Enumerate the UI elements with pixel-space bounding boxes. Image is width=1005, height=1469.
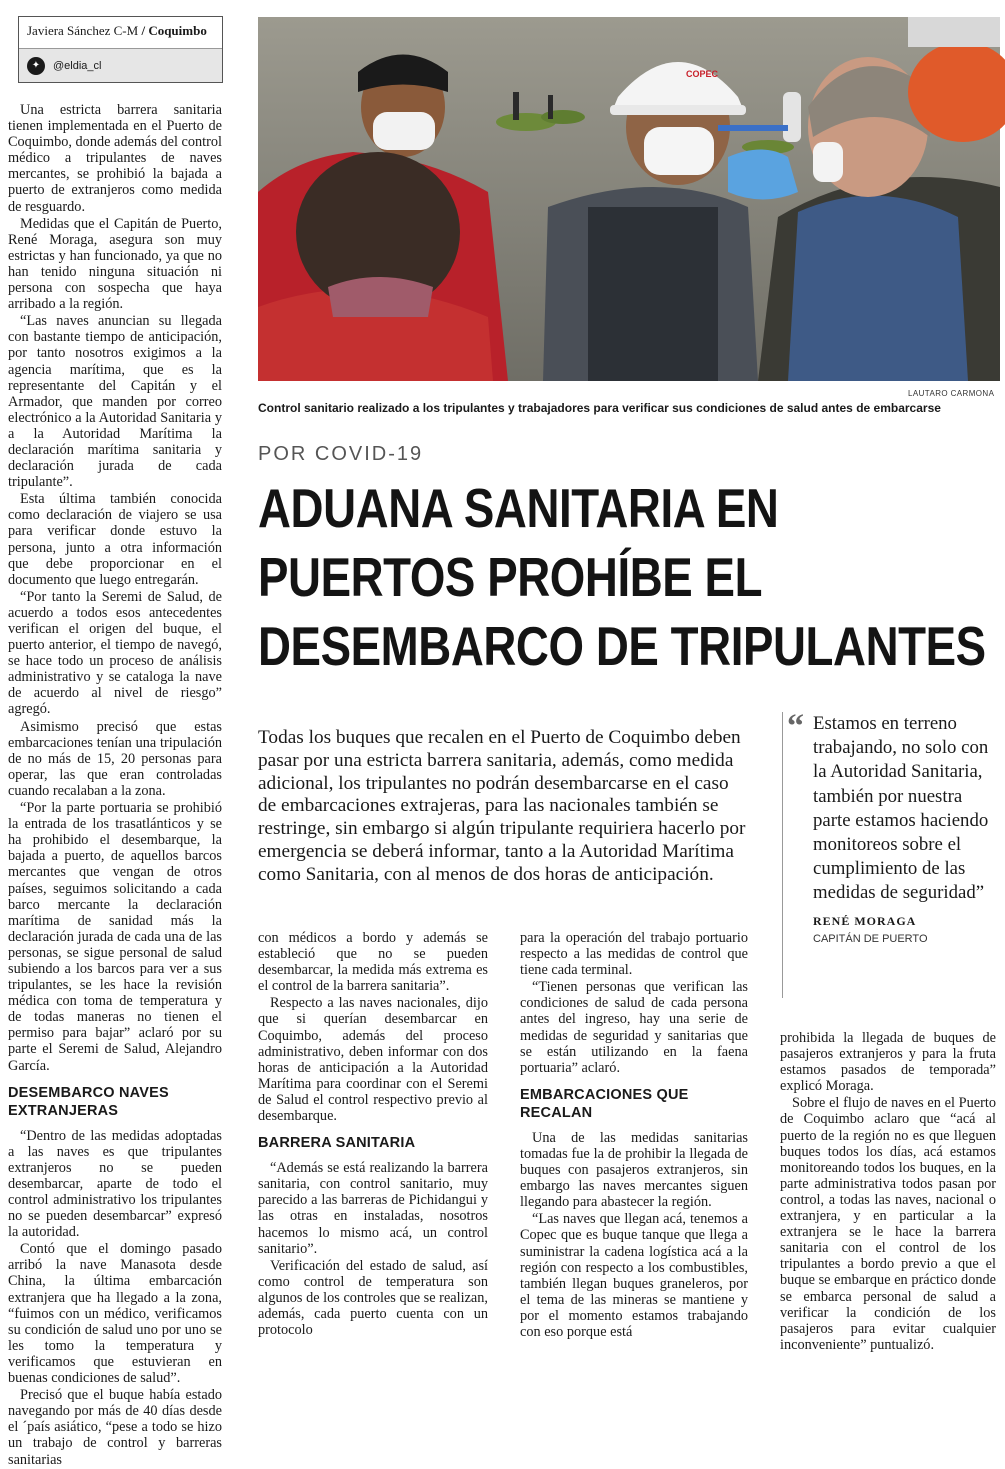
helmet-logo: COPEC [686,69,719,79]
byline [19,17,222,47]
paragraph: “Por tanto la Seremi de Salud, de acuerdo a todos esos antecedentes verifican el origen del buque, el puerto anterior, el tiempo de navegó, se hace todo un proceso de análisis administrativo y se cataloga la nave de acuerdo al nivel de riesgo” agregó. [8,588,222,718]
article-column-2 [258,930,488,1339]
article-column-3 [520,930,748,1341]
pull-quote [782,708,997,998]
paragraph: “Las naves que llegan acá, tenemos a Copec que es buque tanque que llega a suministrar la cadena logística acá a la región con respecto a los combustibles, también llegan buques graneleros, por el tema de las mineras se mantiene y por el momento estamos trabajando con eso porque está [520,1211,748,1340]
photo-caption: Control sanitario realizado a los tripulantes y trabajadores para verificar sus condiciones de salud antes de embarcarse [258,401,941,415]
photo-credit: LAUTARO CARMONA [908,389,995,398]
paragraph: Una estricta barrera sanitaria tienen implementada en el Puerto de Coquimbo, donde además del control médico a tripulantes de naves mercantes, se prohibió la bajada a puerto de extranjeros como medida de resguardo. [8,102,223,215]
subhead-barrera: BARRERA SANITARIA [258,1135,416,1152]
twitter-handle[interactable]: @eldia_cl [53,59,102,72]
kicker: POR COVID-19 [258,443,424,465]
headline-line-2: PUERTOS PROHÍBE EL [258,546,763,608]
byline-separator: / [141,23,146,38]
author-name: Javiera Sánchez C-M [27,23,139,38]
byline-city: Coquimbo [148,23,207,38]
paragraph: Sobre el flujo de naves en el Puerto de Coquimbo aclaro que “acá al puerto de la región no es que lleguen buques todos los días, acá estamos monitoreando todos los buques, en la parte administrativa todos pasan por control, a todas las naves, nacional o extranjera, y en particular a la extranjera se le hace la barrera sanitaria con el control de los tripulantes a bordo previo a que el buque se embarque en práctico donde se embarca personal de salud a verificar la condición de los pasajeros para evitar cualquier inconveniente” puntualizó. [780,1095,996,1353]
twitter-icon: ✦ [27,57,45,75]
paragraph: “Además se está realizando la barrera sanitaria, con control sanitario, muy parecido a las barreras de Pichidangui y las otras en instaladas, nosotros hacemos lo mismo acá, un control sanitario”. [258,1160,488,1257]
quote-text: Estamos en terreno trabajando, no solo con la Autoridad Sanitaria, también por nuestra parte estamos haciendo monitoreos sobre el cumplimiento de las medidas de seguridad” [813,713,989,904]
article-column-1 [8,102,222,1469]
paragraph: Esta última también conocida como declaración de viajero se usa para verificar donde estuvo la persona, junto a otra información que debe proporcionar en el documento que luego entregarán. [8,491,222,588]
paragraph: Precisó que el buque había estado navegando por más de 40 días desde el ´país asiático, “pese a todo se hizo un trabajo de control y barreras sanitarias [8,1387,222,1468]
paragraph: Medidas que el Capitán de Puerto, René Moraga, asegura son muy estrictas y han funcionado, ya que no han tenido ninguna situación ni persona con sospecha que haya arribado a la región. [8,215,222,313]
paragraph: prohibida la llegada de buques de pasajeros extranjeros y para la fruta estamos pasados de temporada” explicó Moraga. [780,1030,996,1095]
lead-paragraph: Todas los buques que recalen en el Puerto de Coquimbo deben pasar por una estricta barrera sanitaria, además, como medida adicional, los tripulantes no podrán desembarcarse en el caso de embarcaciones extrajeras, para las nacionales también se restringe, sin embargo si algún tripulante requiriera hacerlo por emergencia se deberá informar, tanto a la Autoridad Marítima como Sanitaria, con al menos de dos horas de anticipación. [258,727,746,885]
paragraph: “Tienen personas que verifican las condiciones de salud de cada persona antes del ingreso, hay una serie de medidas de seguridad y sanitarias que se están utilizando en la faena portuaria” aclaró. [520,979,748,1076]
quote-mark-icon: “ [787,708,804,745]
paragraph: “Dentro de las medidas adoptadas a las naves es que tripulantes extranjeros no se pueden desembarcar, aparte de todo el control administrativo los tripulantes no se pueden desembarcar” expresó la autoridad. [8,1127,222,1241]
paragraph: Verificación del estado de salud, así como control de temperatura son algunos de los controles que se realizan, además, cada puerto cuenta con un protocolo [258,1257,488,1339]
photo-illustration [258,17,1000,381]
headline-line-1: ADUANA SANITARIA EN [258,477,779,539]
subhead-embarcaciones: EMBARCACIONES QUE RECALAN [520,1086,689,1121]
twitter-handle-row [19,48,222,82]
paragraph: con médicos a bordo y además se estableció que no se pueden desembarcar, la medida más extrema es el control de la barrera sanitaria”. [258,930,488,995]
paragraph: Asimismo precisó que estas embarcaciones tenían una tripulación de no más de 15, 20 personas para operar, las que eran controladas cuando recalaban a la zona. [8,718,222,799]
paragraph: “Por la parte portuaria se prohibió la entrada de los trasatlánticos y se ha prohibido el desembarque, la bajada a puerto, de aquellos barcos mercantes que vengan de otros países, seguimos solicitando a cada barco mercante la declaración marítima de sanidad más la declaración jurada de cada una de las personas, se sigue personal de salud subiendo a los barcos para ver a sus tripulantes, se les hace la revisión médica con toma de temperatura y de todas maneras no tienen el permiso para bajar” aclaró por su parte el Seremi de Salud, Alejandro García. [8,800,222,1074]
article-column-4 [780,1030,996,1354]
paragraph: Respecto a las naves nacionales, dijo que si querían desembarcar en Coquimbo, además del proceso administrativo, deben informar con dos horas de anticipación a la Autoridad Marítima para coordinar con el Seremi de Salud el control respectivo previo al desembarque. [258,995,488,1125]
quote-author: RENÉ MORAGA [813,913,917,928]
headline [258,474,1005,681]
byline-box [18,16,223,83]
paragraph: Una de las medidas sanitarias tomadas fue la de prohibir la llegada de buques con pasajeros extranjeros, sin embargo las naves mercantes siguen llegando para abastecer la región. [520,1129,748,1211]
headline-line-3: DESEMBARCO DE TRIPULANTES [258,615,986,677]
subhead-desembarco: DESEMBARCO NAVES EXTRANJERAS [8,1084,169,1119]
paragraph: para la operación del trabajo portuario respecto a las medidas de control que tiene cada terminal. [520,930,748,979]
paragraph: Contó que el domingo pasado arribó la nave Manasota desde China, la última embarcación extranjera que ha llegado a la zona, “fuimos con un médico, verificamos su condición de salud uno por uno se les tomo la temperatura y verificamos que estuvieran en buenas condiciones de salud”. [8,1241,222,1387]
quote-role: CAPITÁN DE PUERTO [813,932,928,945]
paragraph: “Las naves anuncian su llegada con bastante tiempo de anticipación, por tanto nosotros exigimos a la agencia marítima, que es la representante del Capitán y el Armador, que manden por correo electrónico a la Autoridad Sanitaria y a la Autoridad Marítima la declaración marítima sanitaria y declaración jurada de cada tripulante”. [8,313,222,491]
article-photo [258,17,1000,381]
